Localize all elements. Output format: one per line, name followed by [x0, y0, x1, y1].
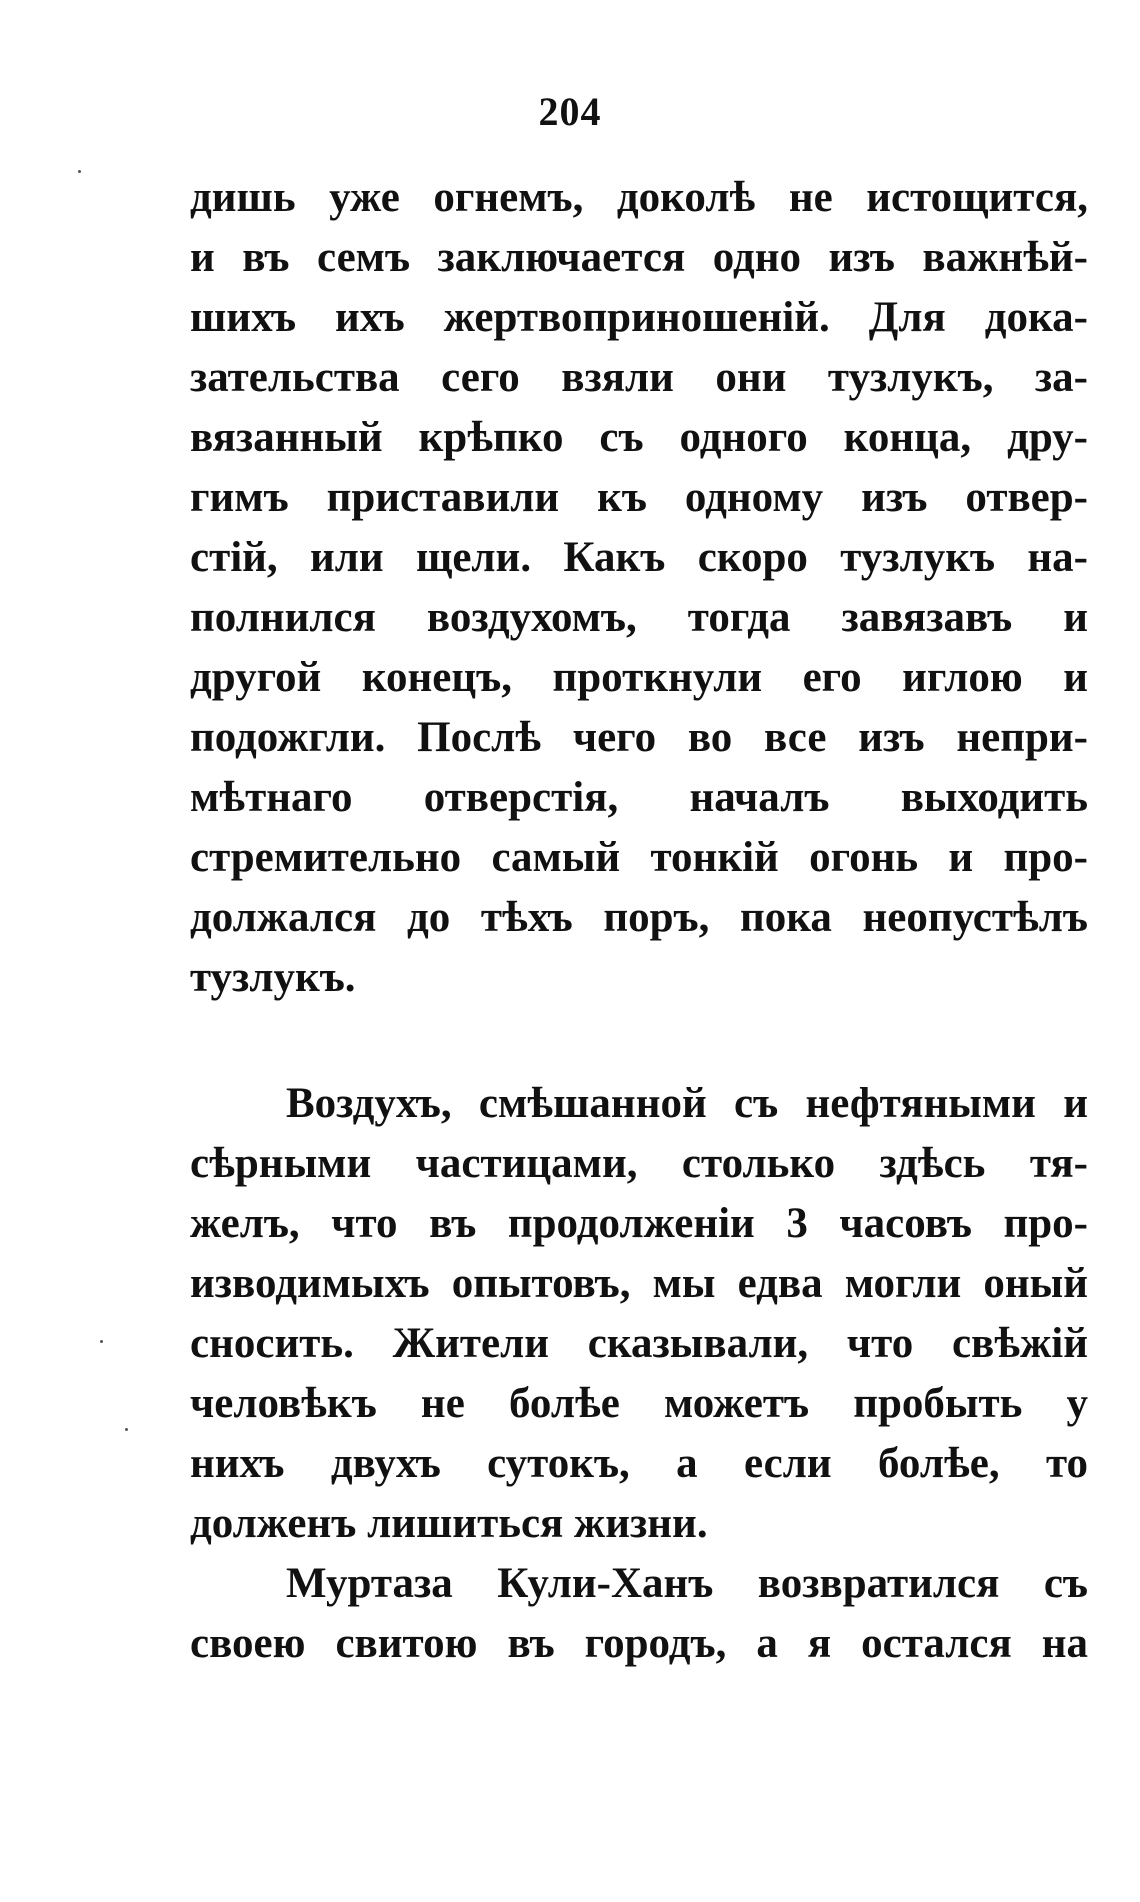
- text-line: гимъ приставили къ одному изъ отвер-: [190, 474, 1088, 521]
- text-line: сносить. Жители сказывали, что свѣжій: [190, 1320, 1088, 1367]
- text-line: зательства сего взяли они тузлукъ, за-: [190, 354, 1088, 401]
- text-line: нихъ двухъ сутокъ, а если болѣе, то: [190, 1440, 1088, 1487]
- text-line: своею свитою въ городъ, а я остался на: [190, 1620, 1088, 1667]
- text-line: подожгли. Послѣ чего во все изъ непри-: [190, 714, 1088, 761]
- text-line: должался до тѣхъ поръ, пока неопустѣлъ: [190, 894, 1088, 941]
- print-speck: [100, 1340, 103, 1343]
- paragraph-2: [190, 1074, 1088, 1554]
- paragraph-3: [190, 1554, 1088, 1674]
- text-line: человѣкъ не болѣе можетъ пробыть у: [190, 1380, 1088, 1427]
- text-line: тузлукъ.: [190, 954, 356, 1001]
- text-line: Воздухъ, смѣшанной съ нефтяными и: [286, 1080, 1088, 1127]
- text-line: другой конецъ, проткнули его иглою и: [190, 654, 1088, 701]
- text-line: дишь уже огнемъ, доколѣ не истощится,: [190, 174, 1088, 221]
- text-line: стій, или щели. Какъ скоро тузлукъ на-: [190, 534, 1088, 581]
- print-speck: [78, 170, 81, 173]
- text-line: желъ, что въ продолженіи 3 часовъ про-: [190, 1200, 1088, 1247]
- text-line: вязанный крѣпко съ одного конца, дру-: [190, 414, 1088, 461]
- text-line: стремительно самый тонкій огонь и про-: [190, 834, 1088, 881]
- text-line: шихъ ихъ жертвоприношеній. Для дока-: [190, 294, 1088, 341]
- text-line: долженъ лишиться жизни.: [190, 1500, 708, 1547]
- text-line: мѣтнаго отверстія, началъ выходить: [190, 774, 1088, 821]
- print-speck: [125, 1428, 128, 1431]
- text-line: и въ семъ заключается одно изъ важнѣй-: [190, 234, 1088, 281]
- page-number: 204: [538, 89, 602, 134]
- text-line: Муртаза Кули-Ханъ возвратился съ: [286, 1560, 1088, 1607]
- text-line: изводимыхъ опытовъ, мы едва могли оный: [190, 1260, 1088, 1307]
- paragraph-1: [190, 168, 1088, 1008]
- text-line: полнился воздухомъ, тогда завязавъ и: [190, 594, 1088, 641]
- text-line: сѣрными частицами, столько здѣсь тя-: [190, 1140, 1088, 1187]
